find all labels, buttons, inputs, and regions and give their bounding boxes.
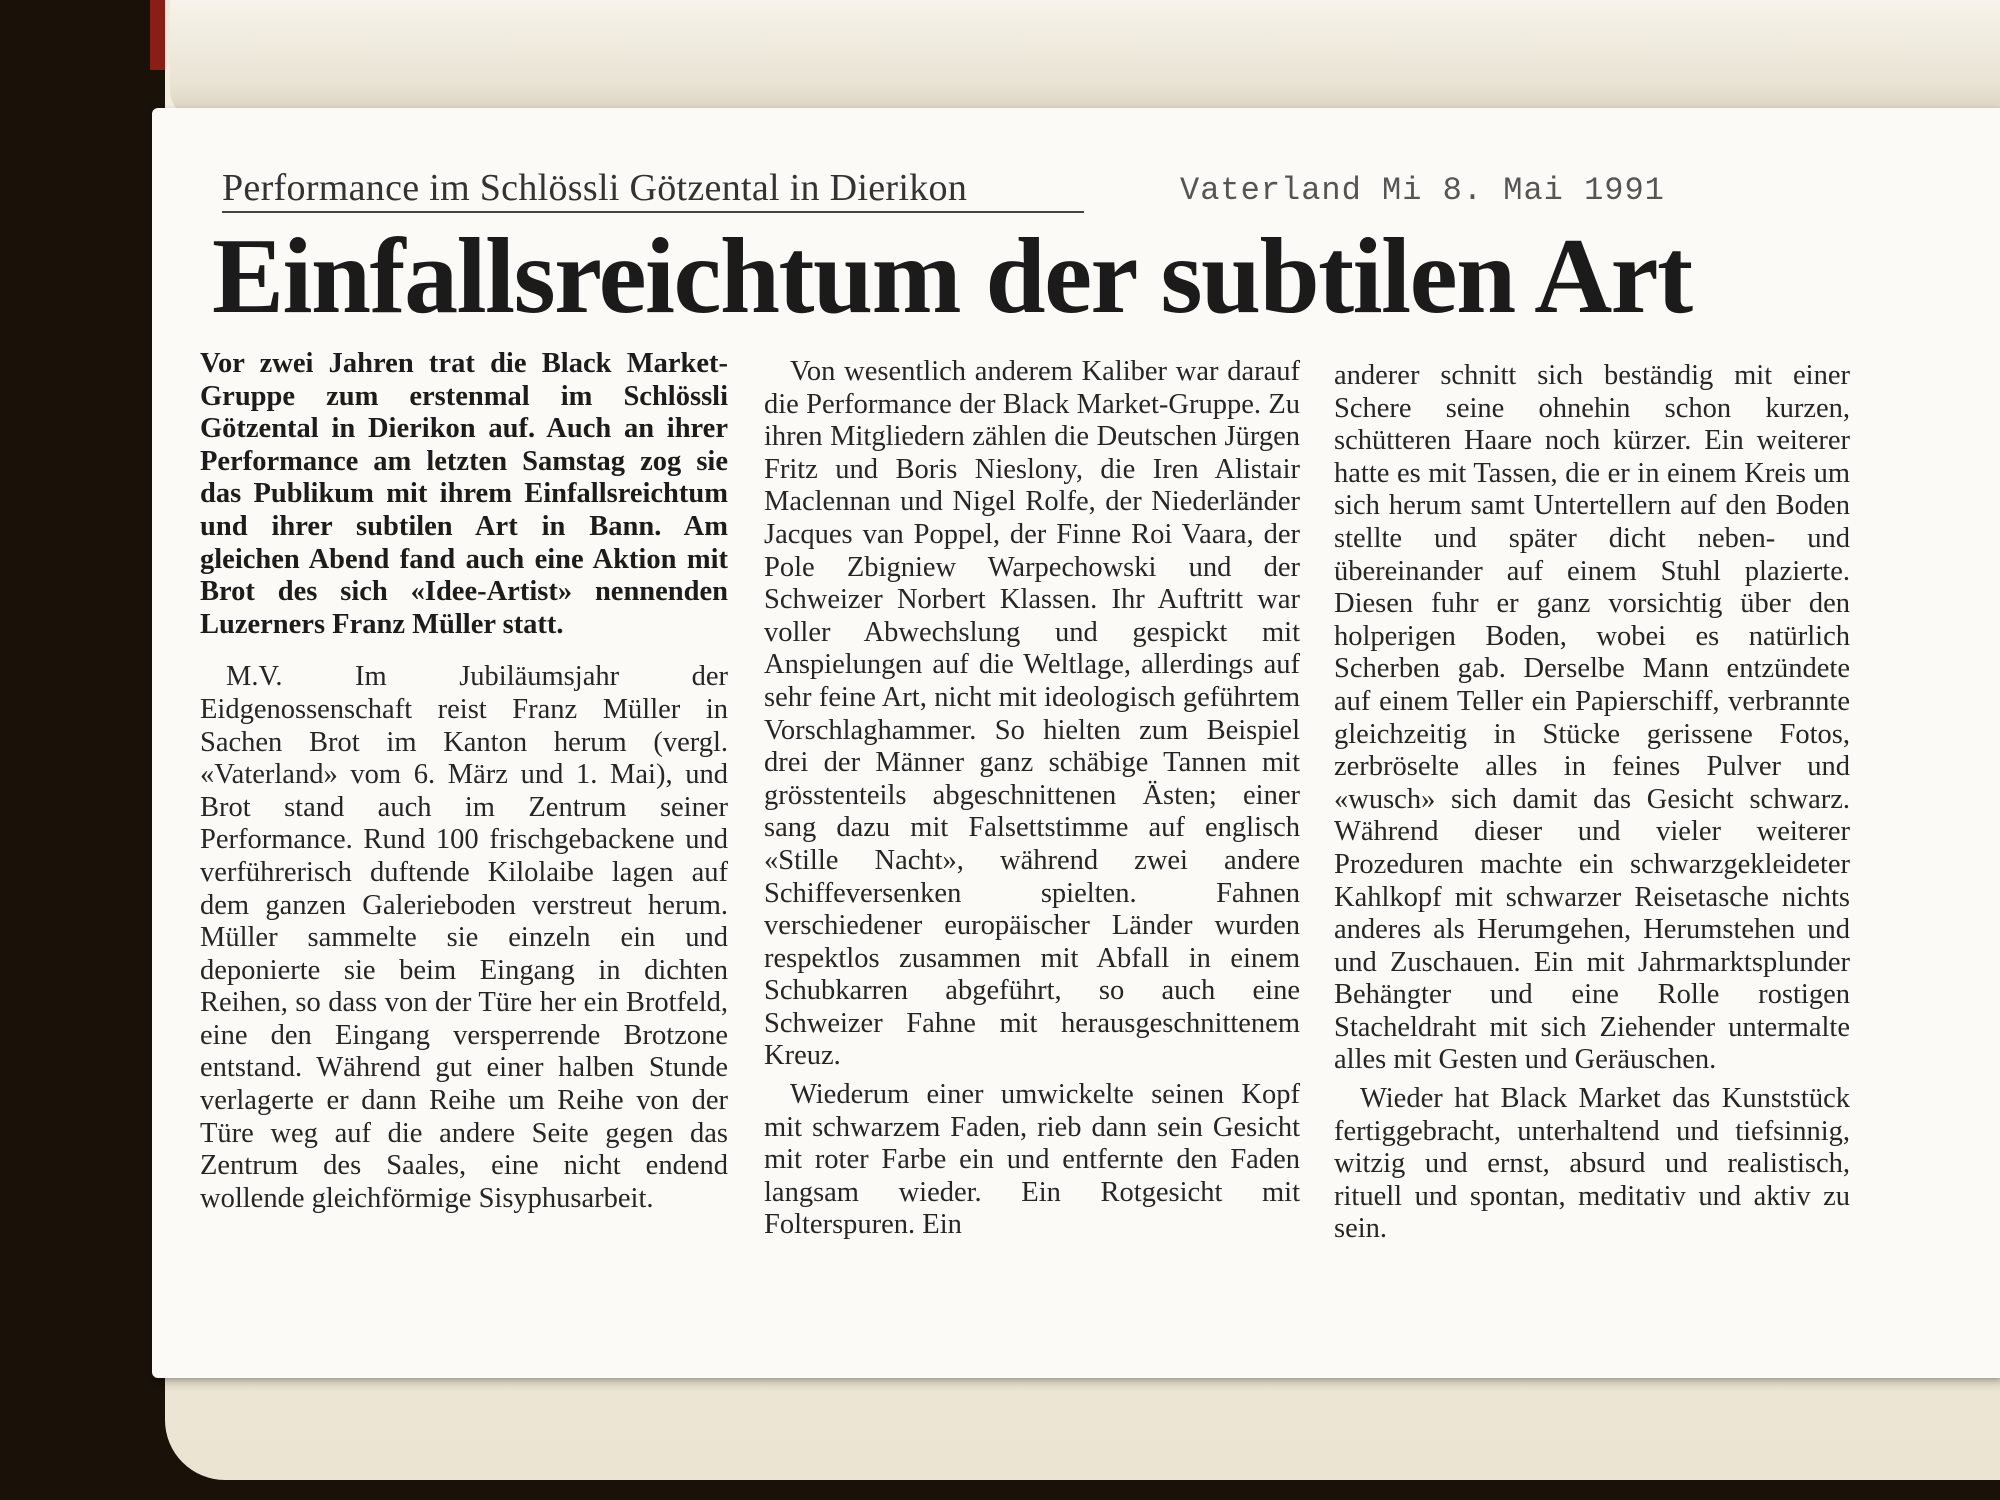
- typed-dateline: Vaterland Mi 8. Mai 1991: [1180, 172, 1665, 209]
- album-page-fold: [170, 0, 2000, 120]
- column-2-paragraph-2: Wiederum einer umwickelte seinen Kopf mit schwarzem Faden, rieb dann sein Gesicht mit roter Farbe ein und entfernte den Faden langsam wieder. Ein Rotgesicht mit Folterspuren. Ein: [764, 1079, 1300, 1241]
- kicker-underline: [222, 211, 1084, 213]
- article-column-3: [1334, 360, 1850, 1246]
- column-3-paragraph-2: Wieder hat Black Market das Kunststück fertiggebracht, unterhaltend und tiefsinnig, witzig und ernst, absurd und realistisch, rituell und spontan, meditativ und aktiv zu sein.: [1334, 1083, 1850, 1245]
- article-lead: Vor zwei Jahren trat die Black Market-Gruppe zum erstenmal im Schlössli Götzental in Dierikon auf. Auch an ihrer Performance am letzten Samstag zog sie das Publikum mit ihrem Einfallsreichtum und ihrer subtilen Art in Bann. Am gleichen Abend fand auch eine Aktion mit Brot des sich «Idee-Artist» nennenden Luzerners Franz Müller statt.: [200, 348, 728, 640]
- article-headline: Einfallsreichtum der subtilen Art: [212, 217, 1692, 336]
- column-1-body: M.V. Im Jubiläumsjahr der Eidgenossenschaft reist Franz Müller in Sachen Brot im Kanton herum (vergl. «Vaterland» vom 6. März und 1. Mai), und Brot stand auch im Zentrum seiner Performance. Rund 100 frischgebackene und verführerisch duftende Kilolaibe lagen auf dem ganzen Galerieboden verstreut herum. Müller sammelte sie einzeln ein und deponierte sie beim Eingang in dichten Reihen, so dass von der Türe her ein Brotfeld, eine den Eingang versperrende Brotzone entstand. Während gut einer halben Stunde verlagerte er dann Reihe um Reihe von der Türe weg auf die andere Seite gegen das Zentrum des Saales, eine nicht endend wollende gleichförmige Sisyphusarbeit.: [200, 661, 728, 1214]
- column-3-paragraph-1: anderer schnitt sich beständig mit einer Schere seine ohnehin schon kurzen, schütteren Haare noch kürzer. Ein weiterer hatte es mit Tassen, die er in einem Kreis um sich herum samt Untertellern auf den Boden stellte und später dicht neben- und übereinander auf einem Stuhl plazierte. Diesen fuhr er ganz vorsichtig über den holperigen Boden, wobei es natürlich Scherben gab. Derselbe Mann entzündete auf einem Teller ein Papierschiff, verbrannte gleichzeitig in Stücke gerissene Fotos, zerbröselte alles in feines Pulver und «wusch» sich damit das Gesicht schwarz. Während dieser und vieler weiterer Prozeduren machte ein schwarzgekleideter Kahlkopf mit schwarzer Reisetasche nichts anderes als Herumgehen, Herumstehen und und Zuschauen. Ein mit Jahrmarktsplunder Behängter und eine Rolle rostigen Stacheldraht mit sich Ziehender untermalte alles mit Gesten und Geräuschen.: [1334, 360, 1850, 1076]
- article-column-2: [764, 356, 1300, 1242]
- article-kicker: Performance im Schlössli Götzental in Dierikon: [222, 167, 968, 209]
- article-column-1: [200, 348, 728, 1215]
- column-2-paragraph-1: Von wesentlich anderem Kaliber war darauf die Performance der Black Market-Gruppe. Zu ihren Mitgliedern zählen die Deutschen Jürgen Fritz und Boris Nieslony, die Iren Alistair Maclennan und Nigel Rolfe, der Niederländer Jacques van Poppel, der Finne Roi Vaara, der Pole Zbigniew Warpechowski und der Schweizer Norbert Klassen. Ihr Auftritt war voller Abwechslung und gespickt mit Anspielungen auf die Weltlage, allerdings auf sehr feine Art, nicht mit ideologisch geführtem Vorschlaghammer. So hielten zum Beispiel drei der Männer ganz schäbige Tannen mit grösstenteils abgeschnittenen Ästen; einer sang dazu mit Falsettstimme auf englisch «Stille Nacht», während zwei andere Schiffeversenken spielten. Fahnen verschiedener europäischer Länder wurden respektlos zusammen mit Abfall in einem Schubkarren abgeführt, so auch eine Schweizer Fahne mit herausgeschnittenem Kreuz.: [764, 356, 1300, 1072]
- clipping-shadow: [152, 1378, 2000, 1392]
